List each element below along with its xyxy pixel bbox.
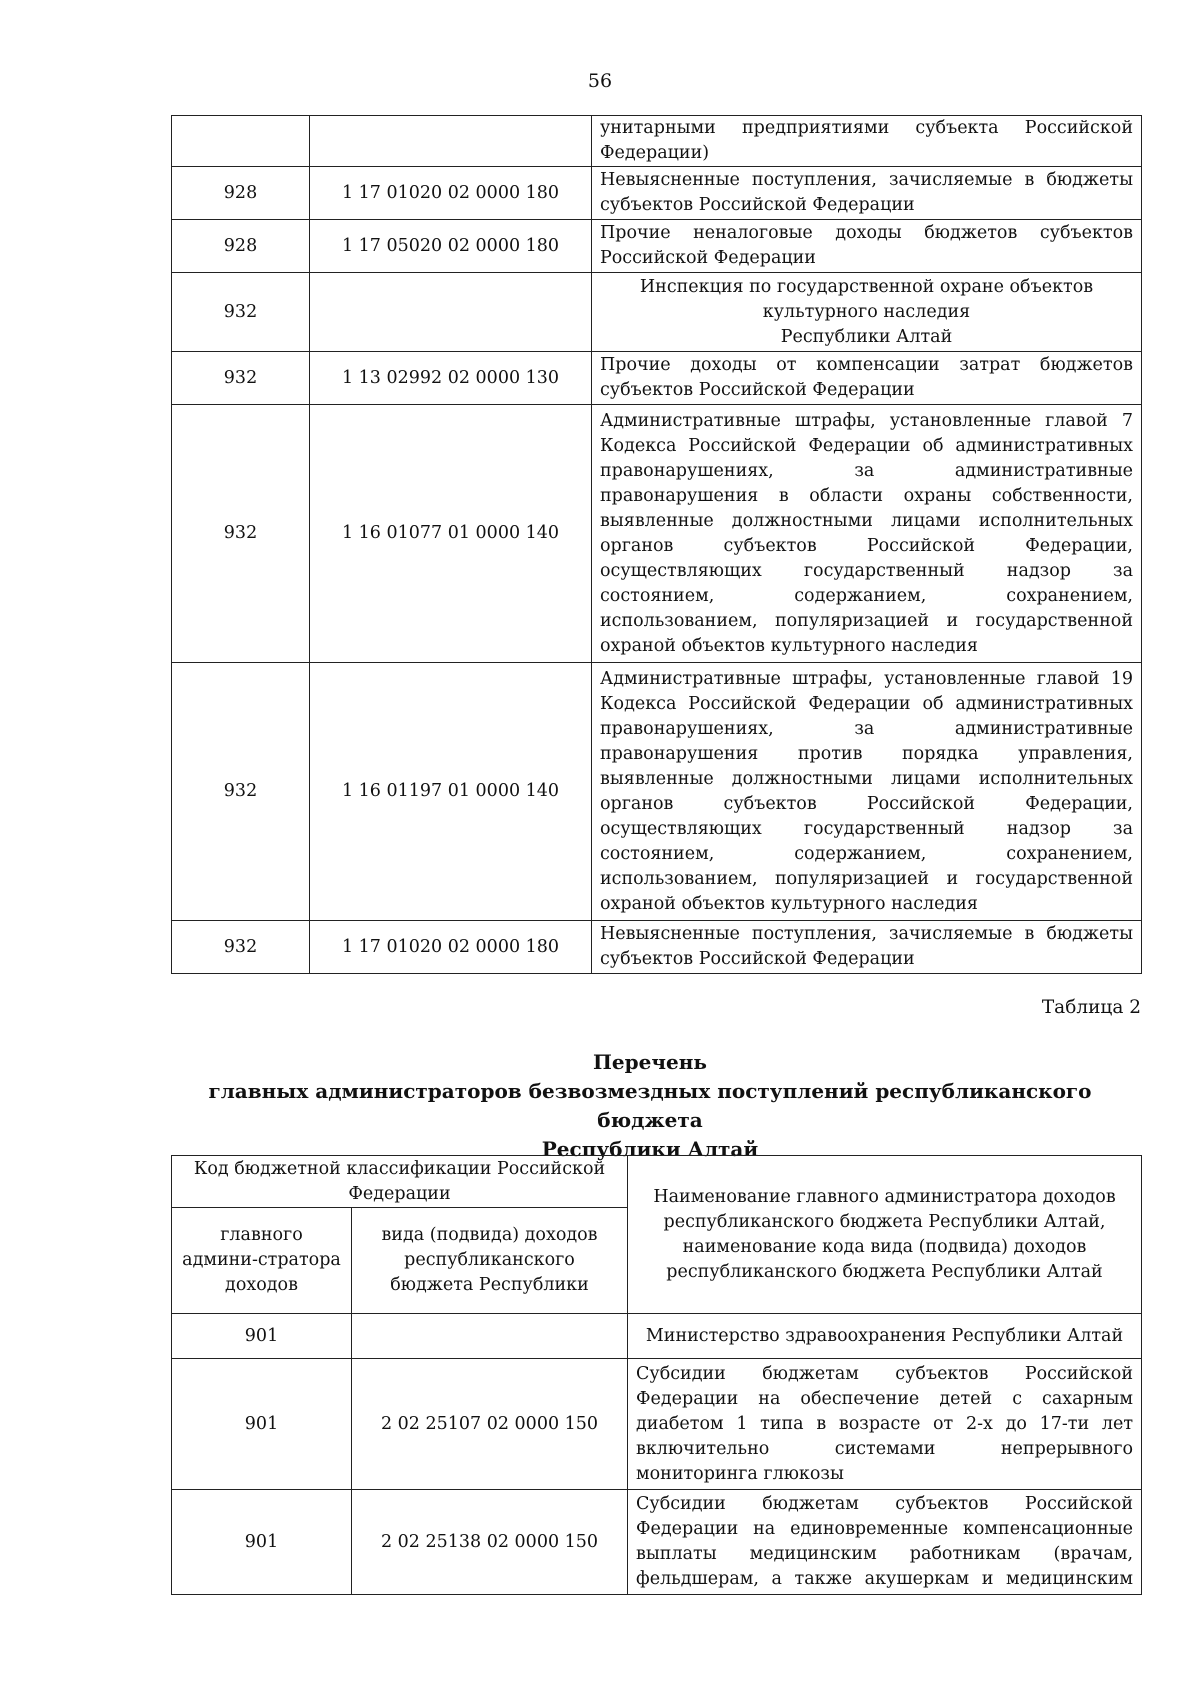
section-title <box>160 1048 1140 1164</box>
administrator-name-cell <box>592 273 1142 352</box>
admin-code-cell: 928 <box>172 167 310 220</box>
table-row <box>172 116 1142 167</box>
kbk-code-cell <box>310 116 592 167</box>
administrator-name-cell: Министерство здравоохранения Республики Алтай <box>628 1314 1142 1359</box>
admin-code-cell: 932 <box>172 352 310 405</box>
admin-code-cell: 932 <box>172 405 310 663</box>
kbk-code-cell: 1 16 01077 01 0000 140 <box>310 405 592 663</box>
admin-code-cell: 928 <box>172 220 310 273</box>
table-row <box>172 220 1142 273</box>
table-row <box>172 405 1142 663</box>
bk-code-group-header: Код бюджетной классификации Российской Федерации <box>172 1156 628 1208</box>
kbk-code-cell: 1 17 01020 02 0000 180 <box>310 167 592 220</box>
kbk-code-cell <box>352 1314 628 1359</box>
table-row <box>172 1490 1142 1595</box>
description-cell: Невыясненные поступления, зачисляемые в бюджеты субъектов Российской Федерации <box>592 167 1142 220</box>
kbk-code-cell: 2 02 25138 02 0000 150 <box>352 1490 628 1595</box>
table-2-label: Таблица 2 <box>1041 997 1141 1018</box>
administrator-name-line: культурного наследия <box>762 301 971 322</box>
gratuitous-receipts-administrators-table <box>171 1155 1142 1595</box>
description-cell: Административные штрафы, установленные главой 7 Кодекса Российской Федерации об административных правонарушениях, за административные правонарушения в области охраны собственности, выявленные должностными лицами исполнительных органов субъектов Российской Федерации, осуществляющих государственный надзор за состоянием, содержанием, сохранением, использованием, популяризацией и государственной охраной объектов культурного наследия <box>592 405 1142 663</box>
kbk-code-cell: 2 02 25107 02 0000 150 <box>352 1359 628 1490</box>
title-line: Перечень <box>593 1050 707 1074</box>
kbk-code-cell: 1 16 01197 01 0000 140 <box>310 663 592 921</box>
table-row <box>172 1314 1142 1359</box>
description-cell: Субсидии бюджетам субъектов Российской Федерации на единовременные компенсационные выплаты медицинским работникам (врачам, фельдшерам, а также акушеркам и медицинским <box>628 1490 1142 1595</box>
table-row <box>172 921 1142 974</box>
description-cell: Субсидии бюджетам субъектов Российской Федерации на обеспечение детей с сахарным диабетом 1 типа в возрасте от 2-х до 17-ти лет включительно системами непрерывного мониторинга глюкозы <box>628 1359 1142 1490</box>
description-cell: унитарными предприятиями субъекта Российской Федерации) <box>592 116 1142 167</box>
admin-code-header: главного админи-стратора доходов <box>172 1208 352 1314</box>
description-cell: Невыясненные поступления, зачисляемые в бюджеты субъектов Российской Федерации <box>592 921 1142 974</box>
administrator-name-line: Республики Алтай <box>780 326 953 347</box>
administrator-name-line: Инспекция по государственной охране объектов <box>639 276 1094 297</box>
admin-code-cell: 932 <box>172 663 310 921</box>
table-row <box>172 1359 1142 1490</box>
revenue-type-code-header: вида (подвида) доходов республиканского бюджета Республики <box>352 1208 628 1314</box>
admin-code-cell: 932 <box>172 921 310 974</box>
description-cell: Административные штрафы, установленные главой 19 Кодекса Российской Федерации об административных правонарушениях, за административные правонарушения против порядка управления, выявленные должностными лицами исполнительных органов субъектов Российской Федерации, осуществляющих государственный надзор за состоянием, содержанием, сохранением, использованием, популяризацией и государственной охраной объектов культурного наследия <box>592 663 1142 921</box>
table-row <box>172 663 1142 921</box>
admin-code-cell <box>172 116 310 167</box>
kbk-code-cell: 1 17 01020 02 0000 180 <box>310 921 592 974</box>
description-cell: Прочие доходы от компенсации затрат бюджетов субъектов Российской Федерации <box>592 352 1142 405</box>
kbk-code-cell <box>310 273 592 352</box>
header-row <box>172 1156 1142 1208</box>
admin-code-cell: 901 <box>172 1314 352 1359</box>
administrator-name-header: Наименование главного администратора доходов республиканского бюджета Республики Алтай, наименование кода вида (подвида) доходов республиканского бюджета Республики Алтай <box>628 1156 1142 1314</box>
admin-code-cell: 901 <box>172 1359 352 1490</box>
kbk-code-cell: 1 17 05020 02 0000 180 <box>310 220 592 273</box>
title-line: Республики Алтай <box>541 1137 759 1161</box>
revenue-administrators-table <box>171 115 1142 974</box>
admin-code-cell: 901 <box>172 1490 352 1595</box>
page-number: 56 <box>587 70 613 92</box>
title-line: главных администраторов безвозмездных поступлений республиканского бюджета <box>208 1079 1092 1132</box>
kbk-code-cell: 1 13 02992 02 0000 130 <box>310 352 592 405</box>
admin-code-cell: 932 <box>172 273 310 352</box>
table-row <box>172 352 1142 405</box>
table-row <box>172 167 1142 220</box>
table-row <box>172 273 1142 352</box>
description-cell: Прочие неналоговые доходы бюджетов субъектов Российской Федерации <box>592 220 1142 273</box>
